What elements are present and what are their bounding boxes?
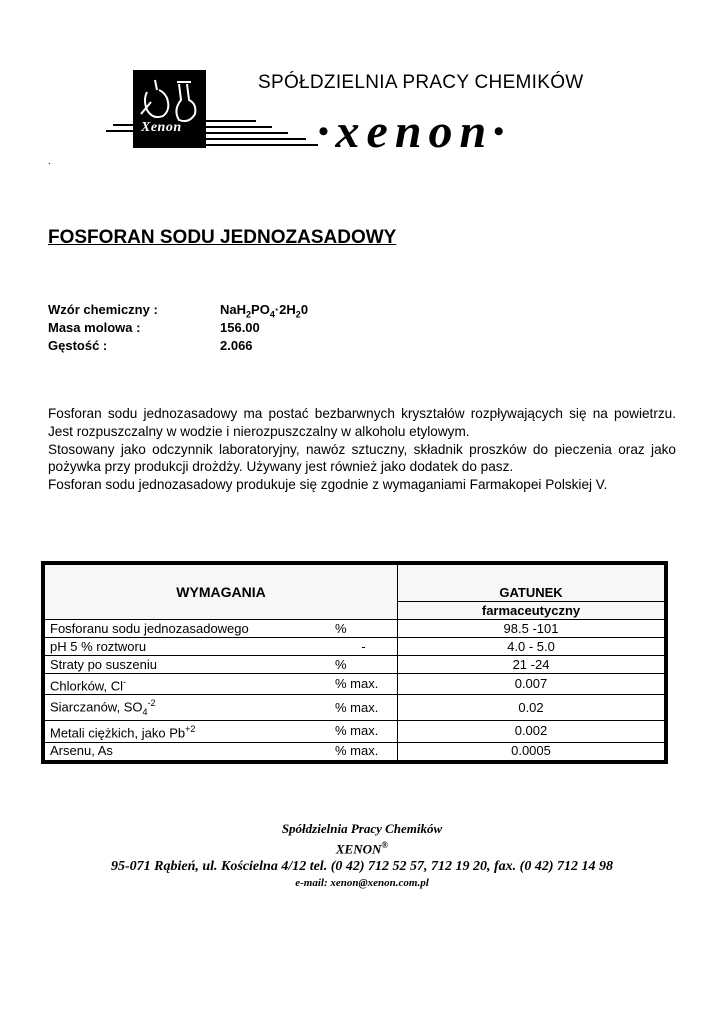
table-row: Siarczanów, $SO_4^{-2}$ % max. 0.02 bbox=[45, 695, 665, 721]
brand-dot-right: • bbox=[493, 115, 511, 148]
table-row: pH 5 % roztworu - 4.0 - 5.0 bbox=[45, 638, 665, 656]
property-label: Wzór chemiczny : bbox=[48, 302, 158, 317]
footer-contact bbox=[0, 820, 724, 890]
description-paragraph: Fosforan sodu jednozasadowy ma postać bezbarwnych kryształów rozpływających się na powietrzu. Jest rozpuszczalny w wodzie i nierozpuszczalny w alkoholu etylowym. bbox=[48, 406, 676, 439]
company-logo bbox=[133, 70, 206, 148]
document-title: FOSFORAN SODU JEDNOZASADOWY bbox=[48, 227, 397, 248]
flask-logo-icon bbox=[133, 70, 206, 148]
company-name-heading: SPÓŁDZIELNIA PRACY CHEMIKÓW bbox=[258, 72, 584, 93]
formula-value: $NaH_2PO_4\cdot 2H_20$ bbox=[220, 302, 309, 320]
logo-text: Xenon bbox=[141, 120, 182, 135]
table-header-requirements: WYMAGANIA bbox=[45, 565, 398, 620]
requirements-table bbox=[41, 561, 668, 764]
property-label: Gęstość : bbox=[48, 338, 108, 353]
product-description bbox=[48, 405, 676, 494]
table-row: Arsenu, As % max. 0.0005 bbox=[45, 742, 665, 760]
property-density bbox=[48, 338, 253, 353]
molar-mass-value: 156.00 bbox=[220, 320, 260, 335]
description-paragraph: Stosowany jako odczynnik laboratoryjny, nawóz sztuczny, składnik proszków do pieczenia oraz jako pożywka przy produkcji drożdży. Używany jest również jako dodatek do pasz. bbox=[48, 441, 676, 475]
property-formula bbox=[48, 302, 308, 320]
brand-dot-left: • bbox=[318, 115, 336, 148]
property-molar-mass bbox=[48, 320, 260, 335]
property-label: Masa molowa : bbox=[48, 320, 141, 335]
table-row: Straty po suszeniu % 21 -24 bbox=[45, 656, 665, 674]
brand-wordmark bbox=[318, 105, 511, 162]
brand-name: xenon bbox=[335, 105, 494, 158]
description-paragraph: Fosforan sodu jednozasadowy produkuje się zgodnie z wymaganiami Farmakopei Polskiej V. bbox=[48, 477, 608, 493]
table-row: Fosforanu sodu jednozasadowego % 98.5 -101 bbox=[45, 620, 665, 638]
footer-address: 95-071 Rąbień, ul. Kościelna 4/12 tel. (0 42) 712 52 57, 712 19 20, fax. (0 42) 712 14 98 bbox=[110, 859, 614, 875]
footer-brand: XENON® bbox=[335, 840, 389, 857]
table-row: Metali ciężkich, jako $Pb^{+2}$ % max. 0.002 bbox=[45, 721, 665, 742]
footer-email: e-mail: xenon@xenon.com.pl bbox=[295, 877, 429, 890]
table-row: Chlorków, Cl- % max. 0.007 bbox=[45, 674, 665, 695]
table-header-grade-type: farmaceutyczny bbox=[398, 602, 665, 620]
table-header-grade: GATUNEK bbox=[398, 565, 665, 602]
density-value: 2.066 bbox=[220, 338, 253, 353]
page-mark: . bbox=[48, 156, 51, 167]
footer-company: Spółdzielnia Pracy Chemików bbox=[281, 821, 443, 836]
